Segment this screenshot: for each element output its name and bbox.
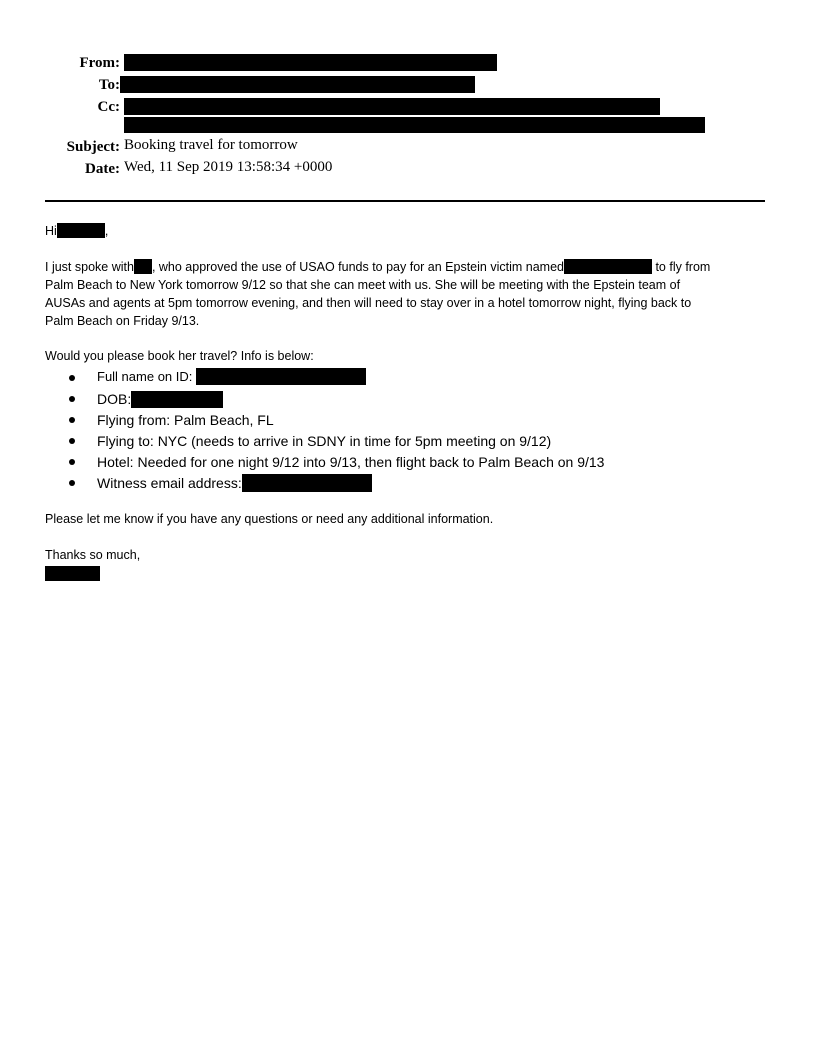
paragraph-1-line-1 (45, 258, 710, 276)
date-label: Date: (85, 161, 120, 177)
closing-line: Please let me know if you have any questions or need any additional information. (45, 512, 494, 526)
bullet-dot (69, 459, 75, 465)
p1-line1-middle: , who approved the use of USAO funds to pay for an Epstein victim named (151, 260, 564, 274)
list-item-label: DOB: (97, 391, 132, 407)
dob-redaction (131, 391, 223, 408)
cc-redaction-line-1 (124, 98, 660, 115)
email-redaction (242, 474, 372, 492)
cc-redaction-line-2 (124, 117, 705, 133)
from-redaction (124, 54, 497, 71)
subject-row (0, 137, 120, 157)
to-row (0, 75, 120, 95)
to-redaction (120, 76, 475, 93)
victim-name-redaction (564, 259, 652, 274)
p1-line1-end: to fly from (655, 260, 711, 274)
paragraph-1-line-4: Palm Beach on Friday 9/13. (45, 314, 200, 328)
list-item-hotel: Hotel: Needed for one night 9/12 into 9/13, then flight back to Palm Beach on 9/13 (97, 454, 605, 470)
date-row (0, 159, 120, 179)
list-item-witness-email (97, 473, 372, 493)
paragraph-1-line-2: Palm Beach to New York tomorrow 9/12 so that she can meet with us. She will be meeting with the Epstein team of (45, 278, 681, 292)
greeting-suffix: , (104, 224, 109, 238)
bullet-dot (69, 396, 75, 402)
greeting (45, 222, 108, 240)
recipient-name-redaction (57, 223, 105, 238)
list-item-dob (97, 389, 223, 409)
from-row (0, 53, 120, 73)
list-item-label: Witness email address: (97, 475, 242, 491)
bullet-dot (69, 438, 75, 444)
signoff-line: Thanks so much, (45, 548, 141, 562)
full-name-redaction (196, 368, 366, 385)
bullet-dot (69, 375, 75, 381)
subject-value: Booking travel for tomorrow (124, 137, 298, 153)
request-line: Would you please book her travel? Info is below: (45, 349, 314, 363)
p1-line1-start: I just spoke with (45, 260, 134, 274)
list-item-label: Full name on ID: (97, 369, 193, 384)
from-label: From: (79, 55, 120, 71)
to-label: To: (98, 77, 120, 93)
signature-redaction (45, 566, 100, 581)
greeting-prefix: Hi (45, 224, 57, 238)
list-item-flying-to: Flying to: NYC (needs to arrive in SDNY in time for 5pm meeting on 9/12) (97, 433, 552, 449)
subject-label: Subject: (66, 139, 120, 155)
paragraph-1-line-3: AUSAs and agents at 5pm tomorrow evening, and then will need to stay over in a hotel tomorrow night, flying back to (45, 296, 692, 310)
list-item-flying-from: Flying from: Palm Beach, FL (97, 412, 274, 428)
approver-redaction (134, 259, 152, 274)
header-divider (45, 200, 765, 202)
bullet-dot (69, 480, 75, 486)
date-value: Wed, 11 Sep 2019 13:58:34 +0000 (124, 159, 333, 175)
cc-label: Cc: (97, 99, 120, 115)
bullet-dot (69, 417, 75, 423)
list-item-full-name (97, 368, 366, 386)
cc-row (0, 97, 120, 117)
